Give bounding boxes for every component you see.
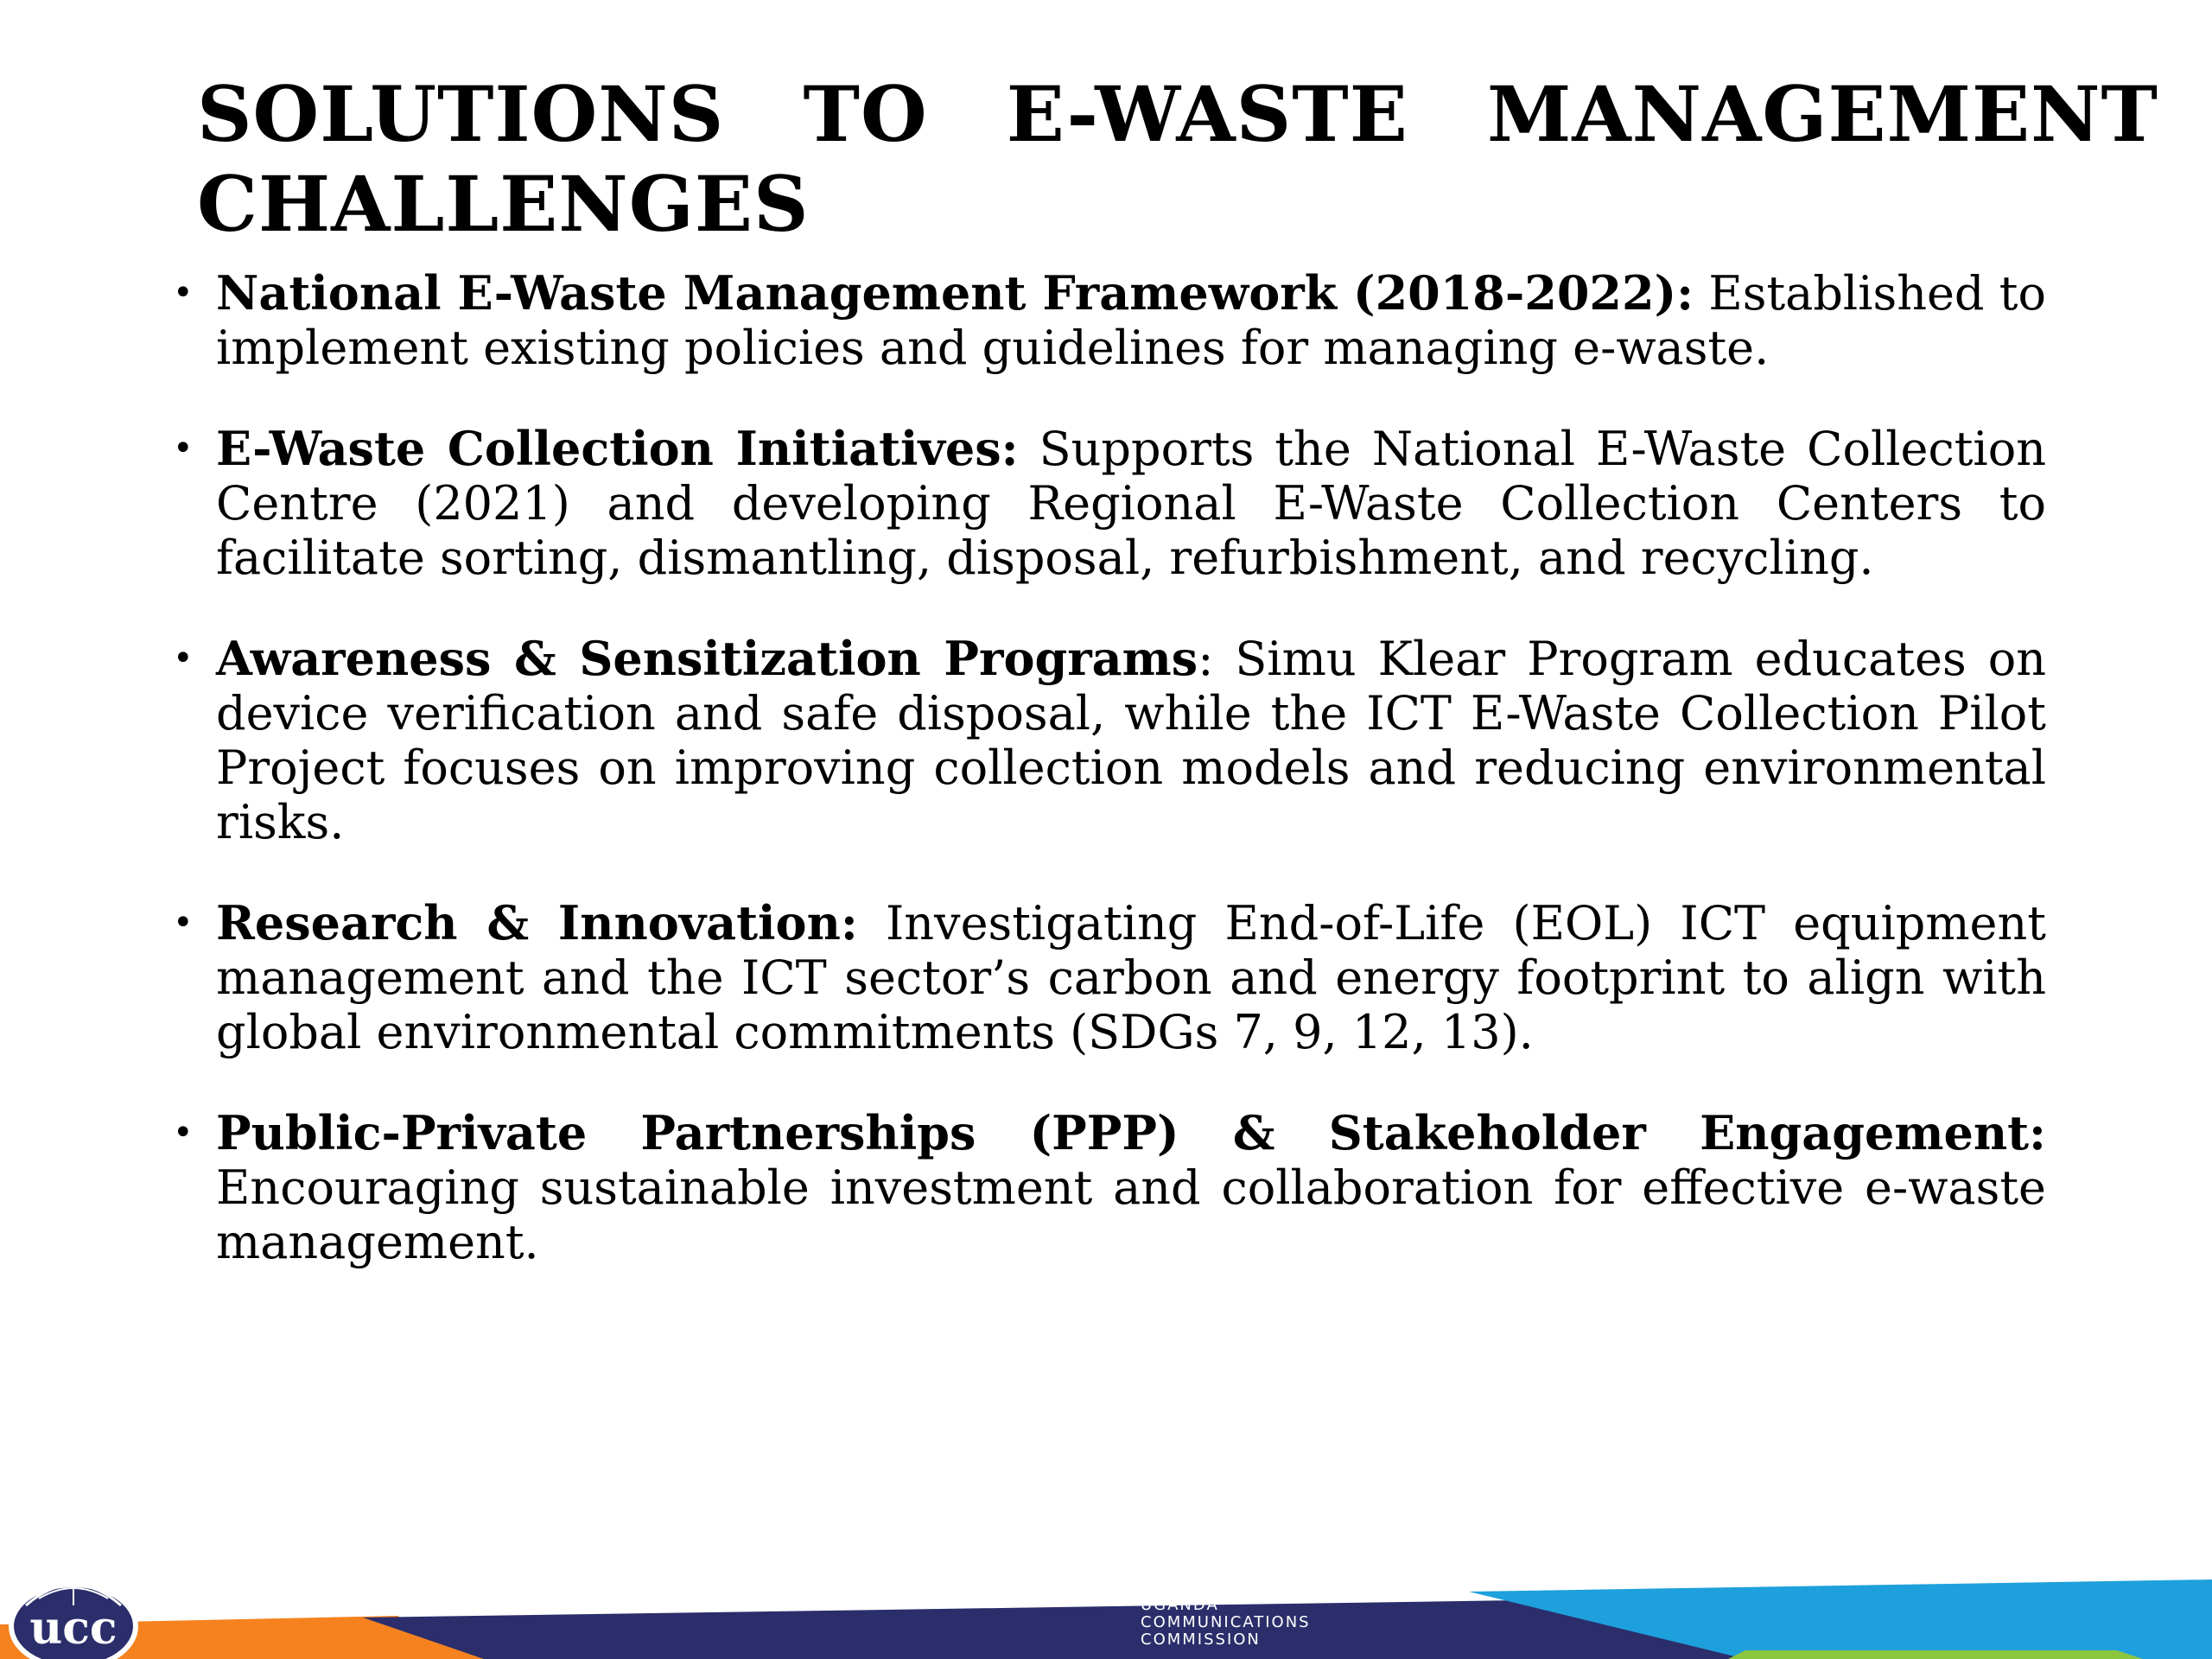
footer-banner (0, 1555, 2212, 1659)
org-name-line-1: UGANDA (1141, 1596, 1219, 1614)
bullet-text: Established to implement existing policies and guidelines for managing e-waste. (216, 266, 2046, 375)
organization-name (1141, 1597, 1311, 1649)
bullet-item (173, 1106, 2046, 1269)
bullet-dot: • (173, 273, 194, 313)
logo-abbrev: ucc (29, 1602, 118, 1655)
org-name-line-3: COMMISSION (1141, 1630, 1261, 1649)
bullet-text: Encouraging sustainable investment and collaboration for effective e-waste management. (216, 1160, 2046, 1269)
bullet-item (173, 422, 2046, 585)
bullet-dot: • (173, 429, 194, 468)
bullet-item (173, 266, 2046, 375)
bullet-item (173, 896, 2046, 1059)
org-name-line-2: COMMUNICATIONS (1141, 1613, 1311, 1631)
bullet-dot: • (173, 639, 194, 678)
bullet-text: : Simu Klear Program educates on device verification and safe disposal, while the ICT E-Waste Collection Pilot Project focuses on improving collection models and reducing environmental risks. (216, 632, 2046, 849)
footer-stripes (0, 1555, 2212, 1659)
slide-title-line-2: CHALLENGES (197, 159, 810, 249)
bullet-list (173, 266, 2046, 1316)
bullet-heading: National E-Waste Management Framework (2018-2022): (216, 265, 1694, 321)
bullet-dot: • (173, 903, 194, 943)
bullet-heading: Public-Private Partnerships (PPP) & Stakeholder Engagement: (216, 1105, 2046, 1160)
bullet-heading: E-Waste Collection Initiatives: (216, 421, 1019, 476)
bullet-heading: Research & Innovation: (216, 895, 858, 950)
ucc-logo (0, 1555, 147, 1659)
bullet-text: Supports the National E-Waste Collection Centre (2021) and developing Regional E-Waste Collection Centers to facilitate sorting, dismantling, disposal, refurbishment, and recycling. (216, 422, 2046, 585)
footer-green-stripe (1728, 1650, 2143, 1659)
bullet-text: Investigating End-of-Life (EOL) ICT equipment management and the ICT sector’s carbon and energy footprint to align with global environmental commitments (SDGs 7, 9, 12, 13). (216, 896, 2046, 1059)
slide-title (197, 69, 2158, 249)
bullet-dot: • (173, 1113, 194, 1153)
slide-title-line-1: SOLUTIONS TO E-WASTE MANAGEMENT (197, 69, 2158, 159)
bullet-item (173, 632, 2046, 849)
bullet-heading: Awareness & Sensitization Programs (216, 631, 1198, 686)
